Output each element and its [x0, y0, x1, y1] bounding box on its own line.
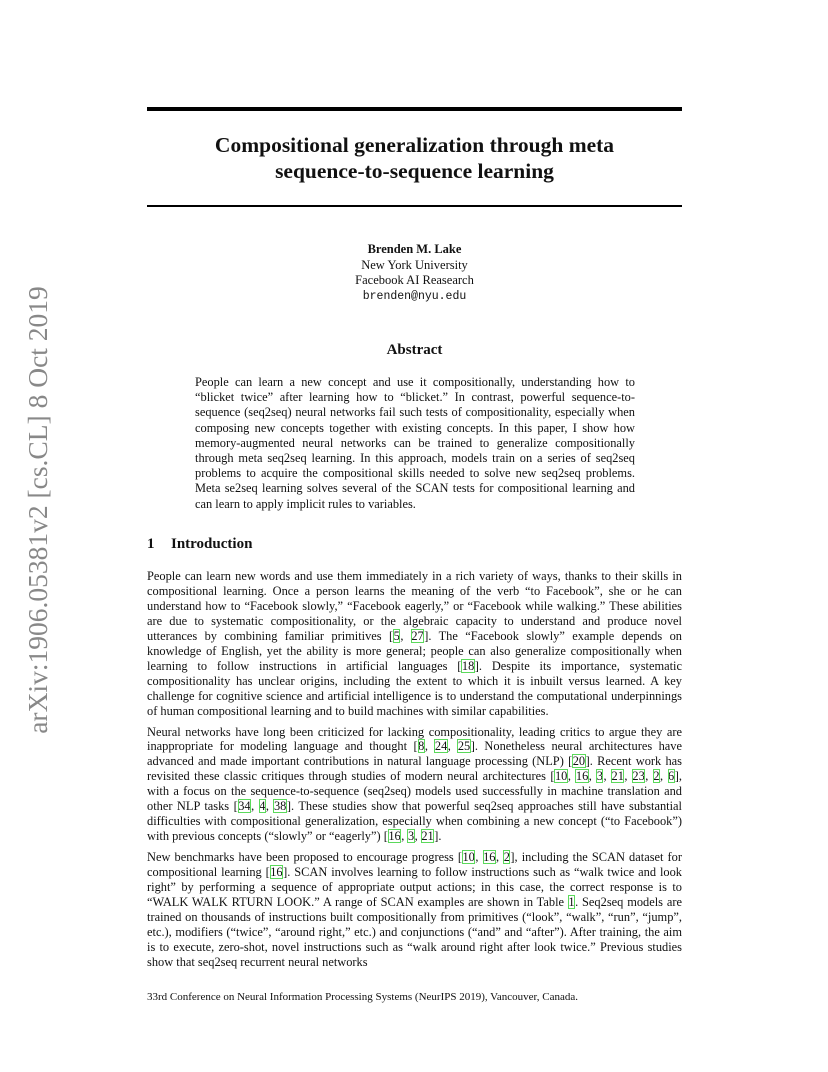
author-affiliation-2: Facebook AI Reasearch — [355, 273, 474, 287]
author-block — [147, 242, 682, 304]
citation-link[interactable]: 5 — [393, 628, 400, 643]
citation-link[interactable]: 16 — [575, 769, 589, 784]
citation-link[interactable]: 21 — [611, 769, 624, 784]
paragraph-2: Neural networks have long been criticized for lacking compositionality, leading critics to argue they are inappropriate for modeling language and thought [8, 24, 25]. Nonetheless neural architectures have advanced and made important contributions in natural language processing (NLP) [20]. Recent work has revisited these classic critiques through studies of modern neural architectures [10, 16, 3, 21, 23, 2, 6], with a focus on the sequence-to-sequence (seq2seq) models used successfully in machine translation and other NLP tasks [34, 4, 38]. These studies show that powerful seq2seq approaches still have substantial difficulties with compositional generalization, especially when combining a new concept (“to Facebook”) with previous concepts (“slowly” or “eagerly”) [16, 3, 21]. — [147, 724, 683, 844]
citation-link[interactable]: 8 — [418, 739, 425, 754]
text-span: People can learn new words and use them immediately in a rich variety of ways, thanks to their skills in compositional learning. Once a person learns the meaning of the verb “to Facebook”, she or he can understand how to “Facebook slowly,” “Facebook eagerly,” or “Facebook while walking.” These abilities are due to systematic compositionality, or the algebraic capacity to understand and produce novel utterances by combining familiar primitives [ — [147, 569, 682, 643]
text-span: ], including the SCAN dataset for compositional learning [ — [147, 850, 683, 880]
section-title: Introduction — [171, 536, 253, 552]
text-span: ], with a focus on the sequence-to-sequence (seq2seq) models used successfully in machine translation and other NLP tasks [ — [147, 769, 682, 814]
paragraph-3: New benchmarks have been proposed to encourage progress [10, 16, 2], including the SCAN dataset for compositional learning [16]. SCAN involves learning to follow instructions such as “walk twice and look right” by performing a sequence of appropriate output actions; in this case, the correct response is to “WALK WALK RTURN LOOK.” A range of SCAN examples are shown in Table 1. Seq2seq models are trained on thousands of instructions built compositionally from primitives (“look”, “walk”, “run”, “jump”, etc.), modifiers (“twice”, “around right,” etc.) and conjunctions (“and” and “after”). After training, the aim is to execute, zero-shot, novel instructions such as “walk around right after look twice.” Previous studies show that seq2seq recurrent neural networks — [147, 850, 683, 969]
title-top-rule — [147, 107, 682, 111]
table-reference-link[interactable]: 1 — [568, 895, 575, 910]
citation-link[interactable]: 6 — [668, 769, 675, 784]
title-line-2: sequence-to-sequence learning — [275, 159, 554, 183]
text-span: Neural networks have long been criticized for lacking compositionality, leading critics to argue they are inappropriate for modeling language and thought [ — [147, 724, 682, 754]
citation-link[interactable]: 34 — [238, 799, 251, 814]
text-span: ]. Despite its importance, systematic compositionality has unclear origins, including the extent to which it is inbuilt versus learned. A key challenge for cognitive science and artificial intelligence is to understand the computational underpinnings of human compositional learning and to build machines with similar capabilities. — [147, 658, 682, 718]
text-span: . Seq2seq models are trained on thousands of instructions built compositionally from primitives (“look”, “walk”, “run”, “jump”, etc.), modifiers (“twice”, “around right,” etc.) and conjunctions (“and” and “after”). After training, the aim is to execute, zero-shot, novel instructions such as “walk around right after look twice.” Previous studies show that seq2seq recurrent neural networks — [147, 895, 682, 969]
text-span: ]. Nonetheless neural architectures have advanced and made important contributions in natural language processing (NLP) [ — [147, 739, 682, 769]
text-span: ]. These studies show that powerful seq2seq approaches still have substantial difficulties with compositional generalization, especially when combining a new concept (“to Facebook”) with previous concepts (“slowly” or “eagerly”) [ — [147, 799, 683, 844]
citation-link[interactable]: 4 — [259, 799, 266, 814]
citation-link[interactable]: 38 — [273, 799, 287, 814]
title-line-1: Compositional generalization through meta — [214, 133, 615, 157]
section-number: 1 — [147, 536, 155, 552]
abstract-heading: Abstract — [386, 342, 443, 358]
body-text — [147, 569, 682, 976]
citation-link[interactable]: 24 — [434, 739, 448, 754]
citation-link[interactable]: 20 — [572, 754, 586, 769]
citation-link[interactable]: 27 — [411, 628, 424, 643]
text-span: ]. Recent work has revisited these classic critiques through studies of modern neural architectures [ — [147, 754, 682, 784]
text-span: New benchmarks have been proposed to encourage progress [ — [147, 850, 462, 865]
citation-link[interactable]: 23 — [632, 769, 645, 784]
text-span: ]. The “Facebook slowly” example depends on knowledge of English, yet the ability is more general; people can also generalize compositionally when learning to follow instructions in artificial languages [ — [147, 628, 682, 673]
citation-link[interactable]: 16 — [388, 829, 401, 844]
paper-title — [147, 132, 682, 184]
author-affiliation-1: New York University — [361, 257, 468, 272]
citation-link[interactable]: 3 — [596, 769, 603, 784]
citation-link[interactable]: 2 — [653, 769, 660, 784]
title-bottom-rule — [147, 205, 682, 207]
citation-link[interactable]: 16 — [270, 865, 283, 880]
citation-link[interactable]: 18 — [461, 658, 475, 673]
citation-link[interactable]: 25 — [457, 739, 471, 754]
abstract-text: People can learn a new concept and use it compositionally, understanding how to “blicket twice” after learning how to “blicket.” In contrast, powerful sequence-to-sequence (seq2seq) neural networks fail such tests of compositionality, especially when composing new concepts together with existing concepts. In this paper, I show how memory-augmented neural networks can be trained to generalize compositionally through meta seq2seq learning. In this approach, models train on a series of seq2seq problems to acquire the compositional skills needed to solve new seq2seq problems. Meta se2seq learning solves several of the SCAN tests for compositional learning and can learn to apply implicit rules to variables. — [195, 375, 635, 511]
paragraph-1 — [147, 569, 682, 719]
conference-footnote: 33rd Conference on Neural Information Processing Systems (NeurIPS 2019), Vancouver, Canada. — [147, 991, 579, 1003]
citation-link[interactable]: 3 — [407, 829, 415, 844]
citation-link[interactable]: 21 — [421, 829, 434, 844]
citation-link[interactable]: 10 — [462, 850, 475, 865]
section-heading — [147, 536, 252, 553]
author-name: Brenden M. Lake — [367, 242, 462, 256]
citation-link[interactable]: 10 — [554, 769, 568, 784]
text-span: ]. — [434, 829, 442, 844]
citation-link[interactable]: 16 — [483, 850, 496, 865]
text-span: , — [400, 628, 411, 643]
citation-link[interactable]: 2 — [503, 850, 510, 865]
arxiv-identifier: arXiv:1906.05381v2 [cs.CL] 8 Oct 2019 — [22, 286, 53, 734]
author-email[interactable]: brenden@nyu.edu — [362, 289, 467, 303]
text-span: ]. SCAN involves learning to follow instructions such as “walk twice and look right” by performing a sequence of appropriate output actions; in this case, the correct response is to “WALK WALK RTURN LOOK.” A range of SCAN examples are shown in Table — [147, 865, 682, 910]
